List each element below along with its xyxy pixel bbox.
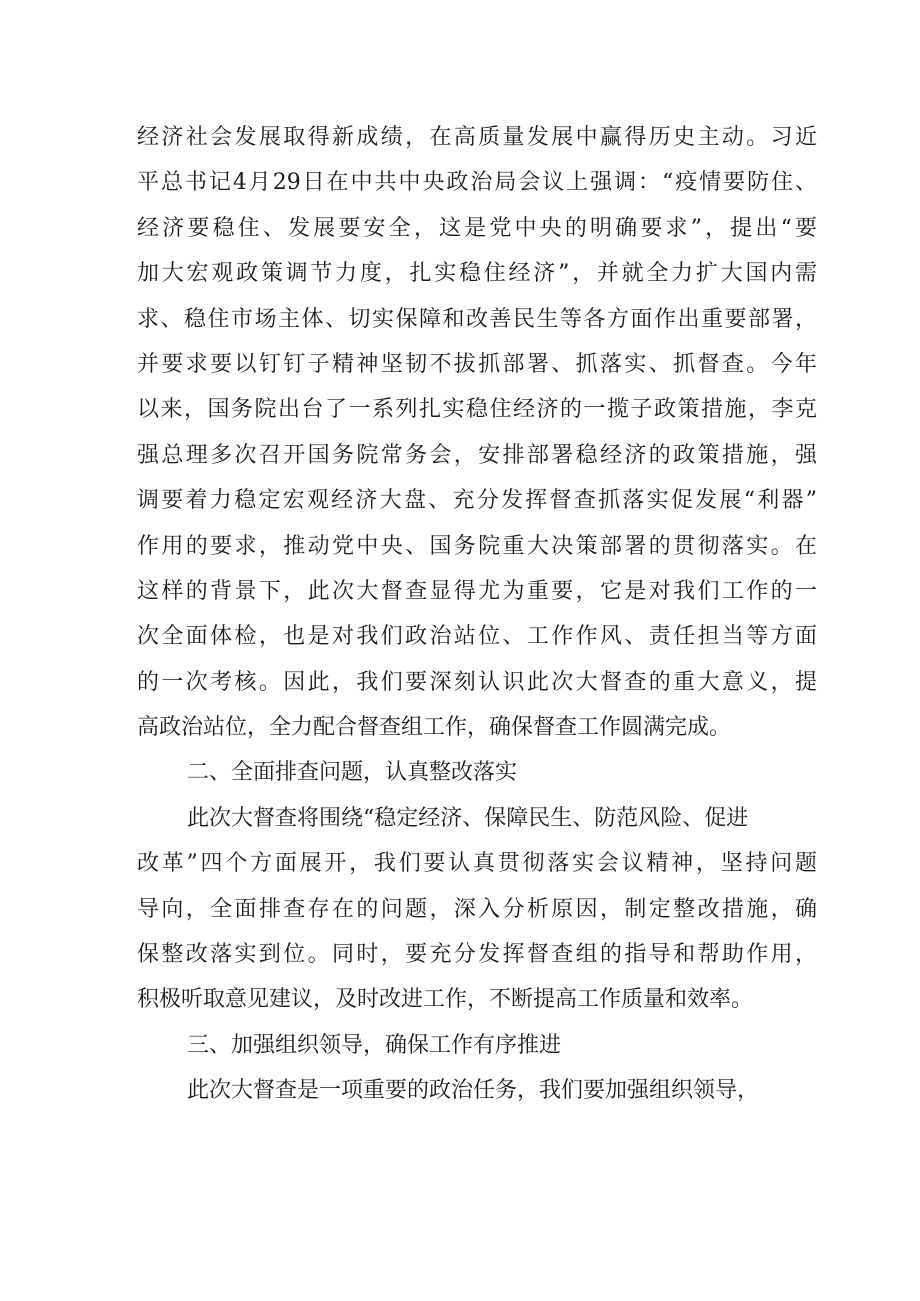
body-line: 保整改落实到位。同时，要充分发挥督查组的指导和帮助作用， xyxy=(137,942,817,968)
body-line: 经济要稳住、发展要安全，这是党中央的明确要求”，提出“要 xyxy=(137,215,817,241)
body-line: 高政治站位，全力配合督查组工作，确保督查工作圆满完成。 xyxy=(137,715,732,741)
section-heading: 二、全面排查问题，认真整改落实 xyxy=(187,760,518,786)
body-line: 平总书记4月29日在中共中央政治局会议上强调：“疫情要防住、 xyxy=(137,170,817,196)
body-line: 以来，国务院出台了一系列扎实稳住经济的一揽子政策措施，李克 xyxy=(137,397,817,423)
body-line: 的一次考核。因此，我们要深刻认识此次大督查的重大意义，提 xyxy=(137,669,817,695)
body-line: 积极听取意见建议，及时改进工作，不断提高工作质量和效率。 xyxy=(137,987,754,1013)
body-line: 作用的要求，推动党中央、国务院重大决策部署的贯彻落实。在 xyxy=(137,533,817,559)
document-body xyxy=(137,115,817,1114)
body-line: 并要求要以钉钉子精神坚韧不拔抓部署、抓落实、抓督查。今年 xyxy=(137,351,817,377)
body-line: 调要着力稳定宏观经济大盘、充分发挥督查抓落实促发展“利器” xyxy=(137,488,817,514)
section-heading: 三、加强组织领导，确保工作有序推进 xyxy=(187,1032,562,1058)
body-line: 强总理多次召开国务院常务会，安排部署稳经济的政策措施，强 xyxy=(137,442,817,468)
body-line: 经济社会发展取得新成绩，在高质量发展中赢得历史主动。习近 xyxy=(137,125,817,150)
body-line: 导向，全面排查存在的问题，深入分析原因，制定整改措施，确 xyxy=(137,896,817,922)
body-line: 求、稳住市场主体、切实保障和改善民生等各方面作出重要部署， xyxy=(137,306,817,332)
paragraph-first-line: 此次大督查是一项重要的政治任务，我们要加强组织领导， xyxy=(187,1078,760,1104)
body-line: 这样的背景下，此次大督查显得尤为重要，它是对我们工作的一 xyxy=(137,578,817,604)
body-line: 改革”四个方面展开，我们要认真贯彻落实会议精神，坚持问题 xyxy=(137,851,817,877)
body-line: 次全面体检，也是对我们政治站位、工作作风、责任担当等方面 xyxy=(137,624,817,650)
body-line: 加大宏观政策调节力度，扎实稳住经济”，并就全力扩大国内需 xyxy=(137,261,817,287)
paragraph-first-line: 此次大督查将围绕“稳定经济、保障民生、防范风险、促进 xyxy=(187,805,749,831)
